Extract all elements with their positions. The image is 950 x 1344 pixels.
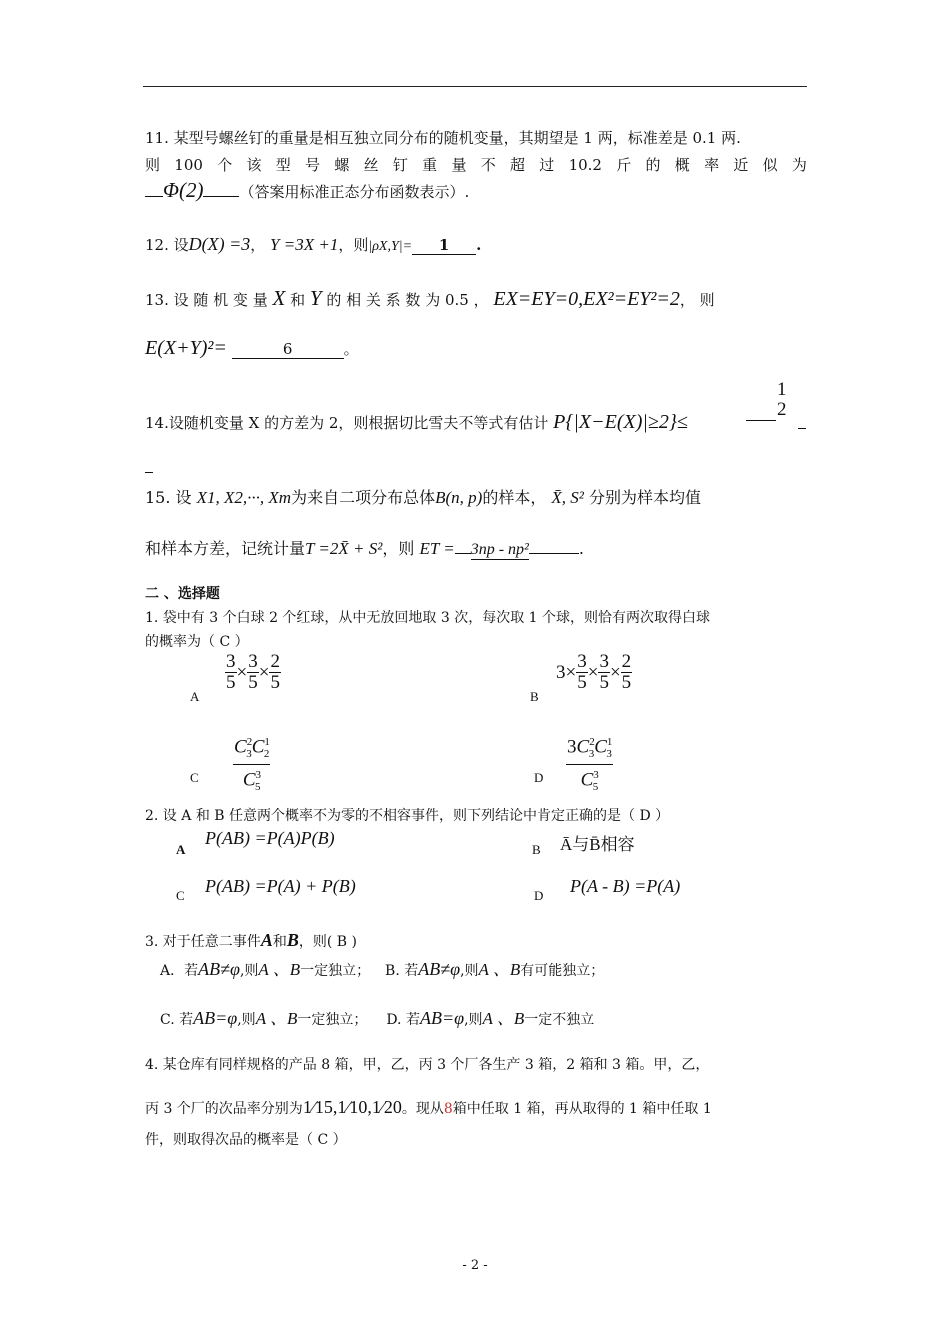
c2-option-b-label: B	[532, 842, 541, 857]
q14-expr: P{|X−E(X)|≥2}≤	[553, 411, 688, 433]
c1-option-b-label: B	[530, 689, 539, 704]
c1-option-b-expr: 3× $\frac{3}{5}$ × $\frac{3}{5}$ × $\frac{2}{5}$	[556, 651, 632, 693]
q11-word: 率	[704, 156, 720, 174]
q15-prefix: 15. 设	[145, 488, 192, 507]
c4-line3: 件，则取得次品的概率是（ C ）	[145, 1132, 347, 1148]
q15-text2: 的样本，	[482, 488, 547, 507]
q15-text1: 为来自二项分布总体	[291, 488, 436, 507]
q15-text3: 分别为样本均值	[589, 488, 702, 507]
q13-x: X	[272, 286, 286, 310]
c3-option-c: C. 若	[160, 1012, 194, 1028]
q11-word: 100	[174, 156, 203, 174]
c4-rate-3: 1⁄20	[371, 1097, 402, 1117]
c2-option-a-label: A	[176, 842, 186, 857]
c3-prefix: 3. 对于任意二事件	[145, 934, 261, 950]
c1-option-a-expr: $\frac{3}{5}$ × $\frac{3}{5}$ × $\frac{2}{5}$	[226, 651, 280, 693]
q11-line3	[145, 180, 469, 202]
q11-word: 似	[762, 156, 778, 174]
c3-line3: C. 若AB=φ,则A 、B一定独立； D. 若AB=φ,则A 、B一定不独立	[160, 1008, 595, 1028]
c2-option-b-expr: Ā与B̄相容	[560, 835, 635, 854]
q14-blank-wrap	[145, 472, 153, 473]
c1-option-a-label: A	[190, 689, 200, 704]
q11-word: 量	[451, 156, 467, 174]
q13-y: Y	[309, 286, 322, 310]
c4-text-c: 箱中任取 1 箱，再从取得的 1 箱中任取 1	[452, 1101, 712, 1117]
q13-lhs: E(X+Y)²=	[145, 337, 227, 359]
q11-word: 则	[145, 156, 161, 174]
c3-option-b: B. 若	[385, 963, 419, 979]
c4-line2	[145, 1097, 712, 1119]
q12-answer: 1	[412, 236, 476, 255]
q14-answer: 1 2	[777, 379, 787, 420]
c4-rate-1: 1⁄15,	[302, 1097, 338, 1117]
q11-word: 斤	[616, 156, 632, 174]
q11-word: 近	[733, 156, 749, 174]
q15-et: ET =	[419, 539, 455, 558]
c2-line1: 2. 设 A 和 B 任意两个概率不为零的不相容事件，则下列结论中肯定正确的是（ D ）	[145, 808, 670, 824]
q11-word: 过	[539, 156, 555, 174]
c1-option-c-label: C	[190, 770, 199, 785]
q11-word: 螺	[334, 156, 350, 174]
q11-word: 不	[480, 156, 496, 174]
q15-then: ，则	[382, 539, 415, 558]
q15-line1	[145, 488, 701, 508]
q12-then: ，则	[338, 236, 369, 254]
q11-word: 该	[246, 156, 262, 174]
q14-text: 14.设随机变量 X 的方差为 2，则根据切比雪夫不等式有估计	[145, 414, 549, 432]
q11-note: （答案用标准正态分布函数表示）.	[239, 183, 470, 201]
q11-word: 号	[305, 156, 321, 174]
q13-text: 的 相 关 系 数 为 0.5 ，	[326, 291, 489, 309]
c3-option-d: D. 若	[386, 1012, 420, 1028]
q11-word: 型	[275, 156, 291, 174]
c3-line1: 3. 对于任意二事件A和B，则( B )	[145, 930, 357, 950]
c2-option-d-label: D	[534, 888, 544, 903]
c4-line1: 4. 某仓库有同样规格的产品 8 箱，甲，乙，丙 3 个厂各生产 3 箱，2 箱和 3 箱。甲，乙，	[145, 1057, 710, 1073]
c4-rate-2: 1⁄10,	[337, 1097, 372, 1117]
q11-word: 重	[422, 156, 438, 174]
c2-option-c-label: C	[176, 888, 185, 903]
q11-word: 丝	[363, 156, 379, 174]
c1-line2: 的概率为（ C ）	[145, 634, 249, 650]
q11-word: 概	[674, 156, 690, 174]
q11-word: 为	[791, 156, 807, 174]
q15-line2: 和样本方差，记统计量T =2X̄ + S²，则 ET = 3np - np² .	[145, 539, 584, 558]
c3-suffix: ，则( B )	[298, 934, 357, 950]
section-heading: 二 、选择题	[145, 586, 220, 602]
q11-word: 10.2	[568, 156, 602, 174]
q11-word: 钉	[392, 156, 408, 174]
q11-answer: Φ(2)	[163, 178, 204, 202]
q15-stats: X̄, S²	[551, 488, 584, 507]
q15-answer: 3np - np²	[470, 541, 529, 558]
q13-line2: E(X+Y)²= 6 。	[145, 337, 359, 359]
q11-word: 的	[645, 156, 661, 174]
q11-line2	[145, 155, 807, 175]
c2-option-a-expr: P(AB) =P(A)P(B)	[205, 828, 335, 848]
q13-cond: EX=EY=0,EX²=EY²=2	[493, 288, 680, 310]
q12-rho: |ρX,Y|=	[368, 239, 413, 254]
q15-text4: 和样本方差，记统计量	[145, 539, 306, 558]
q13-and: 和	[290, 291, 306, 309]
c1-option-d-label: D	[534, 770, 544, 785]
q12-line: 12. 设D(X) =3， Y =3X +1，则|ρX,Y|= 1 .	[145, 234, 482, 254]
c1-option-c-expr: $\frac{C^2_3C^1_2}{C^3_5}$	[233, 732, 270, 797]
c4-text-b: 。现从	[401, 1101, 444, 1117]
q15-sample: X1, X2,···, Xm	[196, 488, 292, 507]
c3-line2: A．若AB≠φ,则A 、B一定独立； B. 若AB≠φ,则A 、B有可能独立；	[160, 959, 605, 979]
q15-t: T =2X̄ + S²	[305, 539, 383, 558]
c2-option-c-expr: P(AB) =P(A) + P(B)	[205, 876, 356, 896]
page-number: - 2 -	[462, 1258, 488, 1273]
q11-word: 个	[217, 156, 233, 174]
c4-text-red: 8	[443, 1101, 453, 1117]
q13-answer: 6	[232, 340, 344, 359]
q11-word: 超	[510, 156, 526, 174]
q13-line1	[145, 288, 715, 310]
q13-prefix: 13. 设 随 机 变 量	[145, 291, 268, 309]
q13-then: ， 则	[679, 291, 715, 309]
q11-line1: 11. 某型号螺丝钉的重量是相互独立同分布的随机变量，其期望是 1 两，标准差是 0.1 两.	[145, 129, 741, 147]
c3-option-a: A．若	[160, 963, 199, 979]
c1-line1: 1. 袋中有 3 个白球 2 个红球，从中无放回地取 3 次，每次取 1 个球，则恰有两次取得白球	[145, 610, 711, 626]
q14-blank-left	[746, 420, 776, 421]
header-rule	[143, 86, 807, 87]
q14-blank-right	[798, 428, 806, 429]
q12-d: D(X) =3	[188, 234, 251, 254]
q14-line	[145, 412, 688, 433]
c1-option-d-expr: $\frac{3C^2_3C^1_3}{C^3_5}$	[566, 732, 613, 797]
c4-text-a: 丙 3 个厂的次品率分别为	[145, 1101, 303, 1117]
q15-b: B(n, p)	[435, 488, 483, 507]
q12-y: Y =3X +1	[270, 235, 339, 254]
c2-option-d-expr: P(A - B) =P(A)	[570, 876, 681, 896]
q12-prefix: 12. 设	[145, 236, 189, 254]
